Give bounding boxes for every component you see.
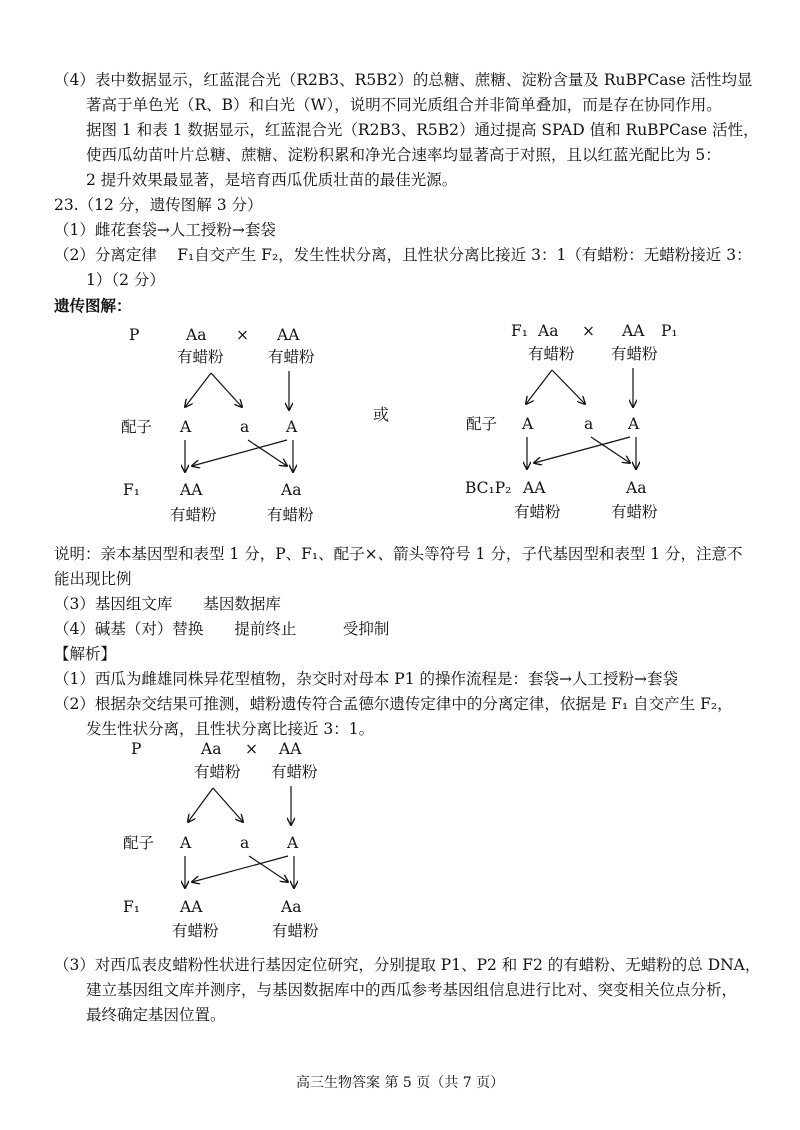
- diagram-bottom-parent2: AA: [279, 740, 302, 758]
- q23-header: 23.（12 分，遗传图解 3 分）: [54, 196, 263, 214]
- arrow-bottom-p1-to-a: [213, 788, 243, 822]
- diagram-bottom-parent1: Aa: [201, 740, 222, 758]
- q22-4-line4: 使西瓜幼苗叶片总糖、蔗糖、淀粉积累和净光合速率均显著高于对照，且以红蓝光配比为 5：: [86, 146, 721, 164]
- arrow-right-A2-to-AA: [534, 437, 630, 463]
- arrow-bottom-a-to-Aa: [249, 856, 288, 882]
- diagram-right-gamete-label: 配子: [466, 415, 498, 433]
- diagram-bottom-child-pheno2: 有蜡粉: [272, 922, 319, 940]
- diagram-right-child-pheno1: 有蜡粉: [514, 503, 561, 521]
- diagram-bottom-pheno1: 有蜡粉: [194, 763, 241, 781]
- diagram-left-f1-label: F₁: [123, 481, 140, 499]
- diagram-left-gamete-2: a: [240, 418, 250, 436]
- diagram-bottom-gamete-label: 配子: [123, 834, 155, 852]
- diagram-right-bc-label: BC₁P₂: [465, 479, 512, 497]
- diagram-title: 遗传图解：: [54, 296, 132, 315]
- scoring-note-line2: 能出现比例: [54, 570, 132, 588]
- diagram-bottom-f1-label: F₁: [123, 898, 140, 916]
- arrow-right-a-to-Aa: [591, 437, 630, 463]
- analysis-p2-line1: （2）根据杂交结果可推测，蜡粉遗传符合孟德尔遗传定律中的分离定律，依据是 F₁ 自交产生 F₂，: [54, 695, 733, 713]
- diagram-left-parent1: Aa: [186, 326, 207, 344]
- q22-4-line1: （4）表中数据显示，红蓝混合光（R2B3、R5B2）的总糖、蔗糖、淀粉含量及 RuBPCase 活性均显: [54, 71, 753, 89]
- diagram-left-parent2: AA: [277, 326, 300, 344]
- q22-4-line2: 著高于单色光（R、B）和白光（W），说明不同光质组合并非简单叠加，而是存在协同作用。: [86, 96, 722, 114]
- diagram-right-gamete-2: a: [584, 415, 594, 433]
- diagram-left-child2: Aa: [281, 481, 302, 499]
- diagram-right-parent1: Aa: [538, 322, 559, 340]
- analysis-p3-line2: 建立基因组文库并测序，与基因数据库中的西瓜参考基因组信息进行比对、突变相关位点分析，: [86, 981, 738, 999]
- diagram-bottom-child2: Aa: [281, 898, 302, 916]
- diagram-bottom-child-pheno1: 有蜡粉: [172, 922, 219, 940]
- arrow-left-a-to-Aa: [248, 440, 287, 466]
- arrow-right-p1-to-A: [526, 370, 552, 404]
- diagram-right-child2: Aa: [626, 479, 647, 497]
- diagram-left-gamete-label: 配子: [121, 418, 153, 436]
- diagram-right-pheno1: 有蜡粉: [528, 345, 575, 363]
- diagram-left-child-pheno1: 有蜡粉: [170, 506, 217, 524]
- diagram-right-gamete-3: A: [628, 415, 640, 433]
- diagram-right-cross: ×: [582, 322, 595, 340]
- diagram-left-pheno2: 有蜡粉: [268, 348, 315, 366]
- q22-4-line5: 2 提升效果最显著，是培育西瓜优质壮苗的最佳光源。: [86, 171, 458, 189]
- diagram-left-gamete-1: A: [180, 418, 192, 436]
- diagram-right-child-pheno2: 有蜡粉: [611, 503, 658, 521]
- arrow-right-p1-to-a: [552, 370, 585, 404]
- diagram-bottom-gamete-3: A: [287, 834, 299, 852]
- diagram-bottom-cross: ×: [245, 740, 258, 758]
- diagram-bottom-child1: AA: [180, 898, 203, 916]
- diagram-left-gamete-3: A: [286, 418, 298, 436]
- q23-answer-2-line2: 1）（2 分）: [86, 271, 165, 289]
- diagram-bottom-gamete-1: A: [180, 834, 192, 852]
- or-label: 或: [373, 405, 390, 424]
- diagram-left-child-pheno2: 有蜡粉: [267, 506, 314, 524]
- q22-4-line3: 据图 1 和表 1 数据显示，红蓝混合光（R2B3、R5B2）通过提高 SPAD 值和 RuBPCase 活性，: [86, 121, 759, 139]
- q23-answer-2-line1: （2）分离定律 F₁自交产生 F₂，发生性状分离，且性状分离比接近 3：1（有蜡粉：无蜡粉接近 3：: [54, 246, 752, 264]
- analysis-p1: （1）西瓜为雌雄同株异花型植物，杂交时对母本 P1 的操作流程是：套袋→人工授粉→套袋: [54, 670, 678, 688]
- diagram-left-p-label: P: [129, 326, 140, 344]
- diagram-bottom-pheno2: 有蜡粉: [271, 763, 318, 781]
- q23-answer-3: （3）基因组文库 基因数据库: [54, 595, 281, 613]
- arrow-bottom-p1-to-A: [188, 788, 213, 822]
- arrow-left-A2-to-AA: [192, 440, 287, 466]
- analysis-p3-line3: 最终确定基因位置。: [86, 1006, 226, 1024]
- diagram-left-child1: AA: [180, 481, 203, 499]
- diagram-left-cross: ×: [236, 326, 249, 344]
- analysis-header: 【解析】: [54, 645, 117, 663]
- analysis-p2-line2: 发生性状分离，且性状分离比接近 3：1。: [86, 720, 375, 738]
- diagram-right-f1-label: F₁: [511, 322, 528, 340]
- diagram-left-pheno1: 有蜡粉: [177, 348, 224, 366]
- page-footer: 高三生物答案 第 5 页（共 7 页）: [296, 1075, 505, 1091]
- diagram-right-pheno2: 有蜡粉: [611, 345, 658, 363]
- q23-answer-4: （4）碱基（对）替换 提前终止 受抑制: [54, 620, 390, 638]
- scoring-note-line1: 说明：亲本基因型和表型 1 分，P、F₁、配子×、箭头等符号 1 分，子代基因型和表型 1 分，注意不: [54, 545, 743, 563]
- arrow-bottom-A2-to-AA: [192, 856, 288, 882]
- analysis-p3-line1: （3）对西瓜表皮蜡粉性状进行基因定位研究，分别提取 P1、P2 和 F2 的有蜡粉、无蜡粉的总 DNA，: [54, 956, 761, 974]
- diagram-right-parent2: AA: [622, 322, 645, 340]
- diagram-right-child1: AA: [523, 479, 546, 497]
- diagram-right-gamete-1: A: [522, 415, 534, 433]
- arrow-left-p1-to-A: [185, 373, 211, 407]
- diagram-bottom-gamete-2: a: [240, 834, 250, 852]
- diagram-right-p1-label: P₁: [661, 322, 678, 340]
- diagram-bottom-p-label: P: [131, 740, 142, 758]
- q23-answer-1: （1）雌花套袋→人工授粉→套袋: [54, 221, 276, 239]
- arrow-left-p1-to-a: [211, 373, 242, 407]
